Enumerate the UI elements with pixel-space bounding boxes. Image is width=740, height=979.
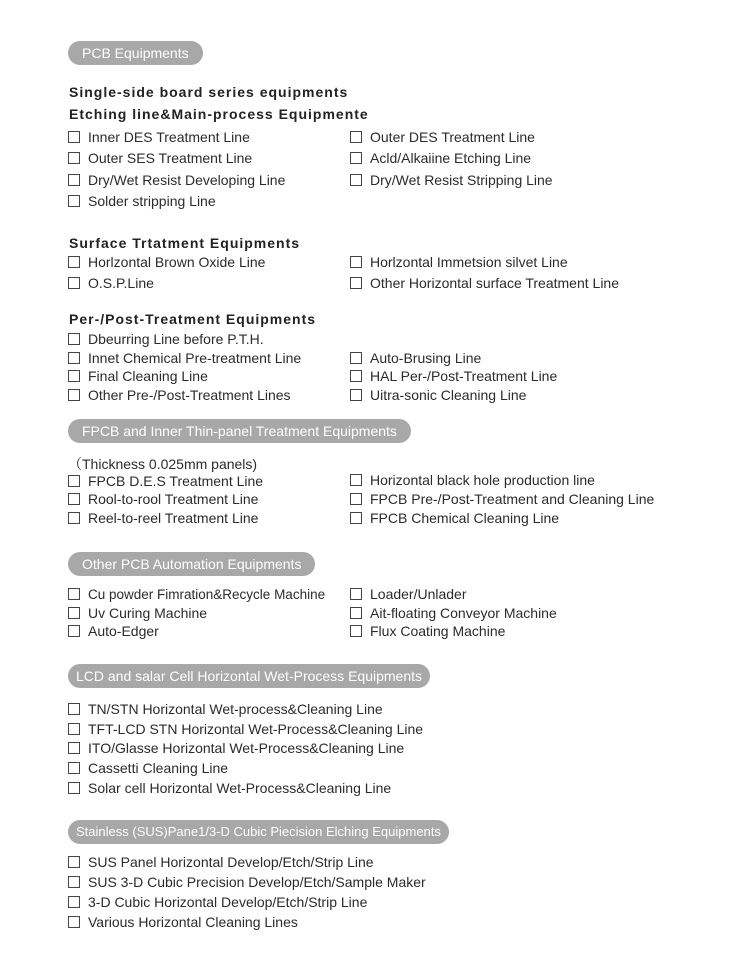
item-label: HAL Per-/Post-Treatment Line: [370, 368, 558, 384]
checklist-item[interactable]: [350, 509, 559, 527]
item-label: Auto-Edger: [88, 623, 159, 639]
item-label: Auto-Brusing Line: [370, 350, 482, 366]
item-label: ITO/Glasse Horizontal Wet-Process&Cleaning Line: [88, 740, 405, 756]
item-label: Dry/Wet Resist Stripping Line: [370, 172, 553, 188]
checklist-item[interactable]: [68, 386, 291, 404]
checklist-item[interactable]: [68, 274, 154, 292]
item-label: FPCB Chemical Cleaning Line: [370, 510, 560, 526]
checkbox-icon[interactable]: [68, 195, 80, 207]
item-label: FPCB D.E.S Treatment Line: [88, 473, 264, 489]
checklist-item[interactable]: [68, 472, 263, 490]
item-label: Solar cell Horizontal Wet-Process&Cleaning Line: [88, 780, 392, 796]
checkbox-icon[interactable]: [68, 896, 80, 908]
checklist-item[interactable]: [68, 490, 258, 508]
checkbox-icon[interactable]: [68, 174, 80, 186]
item-label: 3-D Cubic Horizontal Develop/Etch/Strip Line: [88, 894, 368, 910]
checklist-item[interactable]: [350, 585, 467, 603]
checklist-item[interactable]: [68, 779, 391, 797]
item-label: Uv Curing Machine: [88, 605, 208, 621]
checkbox-icon[interactable]: [350, 625, 362, 637]
item-label: Solder stripping Line: [88, 193, 216, 209]
checklist-item[interactable]: [68, 330, 264, 348]
item-label: Cu powder Fimration&Recycle Machine: [88, 586, 326, 602]
item-label: Inner DES Treatment Line: [88, 129, 250, 145]
checklist-item[interactable]: [350, 349, 481, 367]
checkbox-icon[interactable]: [68, 876, 80, 888]
item-label: Outer DES Treatment Line: [370, 129, 535, 145]
section-pill-lcd: LCD and salar Cell Horizontal Wet-Process Equipments: [68, 664, 430, 688]
checkbox-icon[interactable]: [350, 588, 362, 600]
checklist-item[interactable]: [350, 490, 654, 508]
checkbox-icon[interactable]: [350, 256, 362, 268]
checklist-item[interactable]: [350, 471, 595, 489]
checkbox-icon[interactable]: [350, 277, 362, 289]
item-label: Uitra-sonic Cleaning Line: [370, 387, 527, 403]
checklist-item[interactable]: [68, 349, 301, 367]
item-label: Loader/Unlader: [370, 586, 467, 602]
checkbox-icon[interactable]: [68, 152, 80, 164]
checkbox-icon[interactable]: [68, 370, 80, 382]
section-pill-fpcb: FPCB and Inner Thin-panel Treatment Equipments: [68, 419, 411, 443]
checkbox-icon[interactable]: [68, 742, 80, 754]
item-label: Ait-floating Conveyor Machine: [370, 605, 557, 621]
item-label: TFT-LCD STN Horizontal Wet-Process&Cleaning Line: [88, 721, 424, 737]
checklist-item[interactable]: [68, 700, 383, 718]
checkbox-icon[interactable]: [68, 333, 80, 345]
item-label: TN/STN Horizontal Wet-process&Cleaning Line: [88, 701, 383, 717]
item-label: Reel-to-reel Treatment Line: [88, 510, 259, 526]
checkbox-icon[interactable]: [350, 370, 362, 382]
checklist-item[interactable]: [68, 128, 250, 146]
item-label: Horlzontal Brown Oxide Line: [88, 254, 266, 270]
checkbox-icon[interactable]: [68, 277, 80, 289]
prepost-heading: Per-/Post-Treatment Equipments: [69, 311, 317, 327]
item-label: Various Horizontal Cleaning Lines: [88, 914, 298, 930]
checklist-item[interactable]: [350, 253, 568, 271]
item-label: Innet Chemical Pre-treatment Line: [88, 350, 302, 366]
checklist-item[interactable]: [68, 192, 216, 210]
checklist-item[interactable]: [68, 149, 252, 167]
checkbox-icon[interactable]: [68, 856, 80, 868]
checkbox-icon[interactable]: [68, 352, 80, 364]
checklist-item[interactable]: [68, 604, 207, 622]
thickness-note: （Thickness 0.025mm panels): [68, 456, 258, 472]
item-label: Flux Coating Machine: [370, 623, 506, 639]
checklist-item[interactable]: [68, 622, 159, 640]
checkbox-icon[interactable]: [350, 607, 362, 619]
checkbox-icon[interactable]: [350, 174, 362, 186]
checklist-item[interactable]: [68, 720, 423, 738]
checkbox-icon[interactable]: [68, 607, 80, 619]
checklist-item[interactable]: [350, 622, 505, 640]
item-label: O.S.P.Line: [88, 275, 154, 291]
item-label: SUS Panel Horizontal Develop/Etch/Strip Line: [88, 854, 374, 870]
item-label: Dbeurring Line before P.T.H.: [88, 331, 264, 347]
checklist-item[interactable]: [68, 585, 325, 603]
checklist-item[interactable]: [68, 873, 426, 891]
checklist-item[interactable]: [68, 367, 208, 385]
checkbox-icon[interactable]: [68, 588, 80, 600]
item-label: Final Cleaning Line: [88, 368, 208, 384]
checkbox-icon[interactable]: [68, 131, 80, 143]
section-pill-sus: Stainless (SUS)Pane1/3-D Cubic Piecision Elching Equipments: [68, 820, 449, 844]
checkbox-icon[interactable]: [350, 512, 362, 524]
item-label: Horizontal black hole production line: [370, 472, 595, 488]
checkbox-icon[interactable]: [350, 389, 362, 401]
checkbox-icon[interactable]: [350, 474, 362, 486]
item-label: Acld/Alkaiine Etching Line: [370, 150, 532, 166]
checkbox-icon[interactable]: [350, 131, 362, 143]
checklist-item[interactable]: [350, 367, 557, 385]
checklist-item[interactable]: [68, 171, 285, 189]
checklist-item[interactable]: [68, 759, 228, 777]
item-label: FPCB Pre-/Post-Treatment and Cleaning Line: [370, 491, 655, 507]
checkbox-icon[interactable]: [68, 512, 80, 524]
checklist-item[interactable]: [68, 739, 404, 757]
etching-heading: Etching line&Main-process Equipmente: [69, 106, 369, 122]
section-pill-pcb-equipments: PCB Equipments: [68, 41, 203, 65]
item-label: Horlzontal Immetsion silvet Line: [370, 254, 568, 270]
checkbox-icon[interactable]: [68, 625, 80, 637]
checklist-item[interactable]: [350, 171, 553, 189]
surface-heading: Surface Trtatment Equipments: [69, 235, 301, 251]
checklist-item[interactable]: [350, 274, 619, 292]
checklist-item[interactable]: [350, 386, 526, 404]
item-label: Cassetti Cleaning Line: [88, 760, 229, 776]
checkbox-icon[interactable]: [350, 152, 362, 164]
section-pill-automation: Other PCB Automation Equipments: [68, 552, 315, 576]
checkbox-icon[interactable]: [68, 916, 80, 928]
single-side-heading: Single-side board series equipments: [69, 84, 349, 100]
item-label: Other Horizontal surface Treatment Line: [370, 275, 620, 291]
checklist-item[interactable]: [68, 253, 265, 271]
checkbox-icon[interactable]: [350, 493, 362, 505]
item-label: SUS 3-D Cubic Precision Develop/Etch/Sample Maker: [88, 874, 426, 890]
checkbox-icon[interactable]: [68, 762, 80, 774]
checklist-item[interactable]: [350, 128, 535, 146]
item-label: Other Pre-/Post-Treatment Lines: [88, 387, 291, 403]
checkbox-icon[interactable]: [68, 782, 80, 794]
checkbox-icon[interactable]: [68, 389, 80, 401]
checkbox-icon[interactable]: [68, 703, 80, 715]
item-label: Dry/Wet Resist Developing Line: [88, 172, 286, 188]
checklist-item[interactable]: [68, 913, 298, 931]
item-label: Rool-to-rool Treatment Line: [88, 491, 259, 507]
checkbox-icon[interactable]: [68, 256, 80, 268]
checklist-item[interactable]: [350, 604, 557, 622]
checklist-item[interactable]: [350, 149, 531, 167]
checklist-item[interactable]: [68, 853, 374, 871]
checkbox-icon[interactable]: [68, 475, 80, 487]
checkbox-icon[interactable]: [68, 723, 80, 735]
checklist-item[interactable]: [68, 893, 367, 911]
checkbox-icon[interactable]: [350, 352, 362, 364]
item-label: Outer SES Treatment Line: [88, 150, 253, 166]
checkbox-icon[interactable]: [68, 493, 80, 505]
checklist-item[interactable]: [68, 509, 258, 527]
